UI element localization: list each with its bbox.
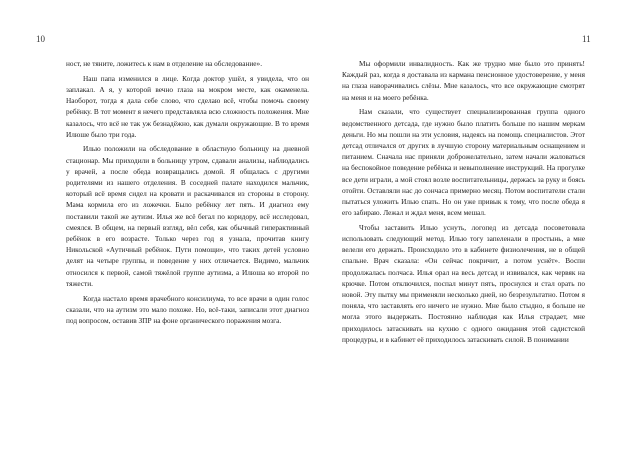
right-page-number: 11 (582, 34, 591, 44)
left-page-number: 10 (36, 34, 45, 44)
paragraph: ност, не тяните, ложитесь к нам в отделение на обследование». (66, 59, 263, 68)
paragraph: Нам сказали, что существует специализированная группа одного ведомственного детсада, где нужно было платить больше по нашим меркам деньги. Но мы пошли на эти условия, надеясь на помощь специалистов. Этот детсад отличался от других в лучшую сторону материальным оснащением и питанием. Сначала нас приняли доброжелательно, затем начали жаловаться на беспокойное поведение ребёнка и невыполнение инструкций. На прогулке все дети играли, а мой стоял возле воспитательницы, держась за руку и боясь отойти. Оставляли нас до сончаса примерно месяц. Потом воспитатели стали пытаться уложить Илью спать. Но он уже привык к тому, что после обеда я его забираю. Лежал и ждал меня, всем мешал. (342, 107, 585, 218)
paragraph: Наш папа изменился в лице. Когда доктор ушёл, я увидела, что он заплакал. А я, у которой вечно глаза на мокром месте, как окаменела. Наоборот, тогда я дала себе слово, что сделаю всё, чтобы помочь своему ребёнку. В тот момент я нечего представляла всю сложность положения. Мне казалось, что всё не так уж безнадёжно, как думали окружающие. В то время Илюше было три года. (66, 73, 309, 139)
paragraph: Когда настало время врачебного консилиума, то все врачи в один голос сказали, что на аутизм это мало похоже. Но, всё-таки, записали этот диагноз под вопросом, оставив ЗПР на фоне органического поражения мозга. (66, 293, 309, 325)
right-page-text (342, 58, 585, 349)
paragraph: Илью положили на обследование в областную больницу на дневной стационар. Мы приходили в больницу утром, сдавали анализы, наблюдались у врачей, а после обеда возвращались домой. Я общалась с другими родителями из нашего отделения. В соседней палате находился мальчик, который всё время сидел на кровати и раскачивался из стороны в сторону. Мама кормила его из ложечки. Было ребёнку лет пять. И диагноз ему поставили такой же аутизм. Илья же всё бегал по коридору, всё исследовал, смеялся. В общем, на первый взгляд, вёл себя, как обычный гиперактивный ребёнок в его возрасте. Только через год я узнала, прочитав книгу Никольской «Аутичный ребёнок. Пути помощи», что таких детей условно делят на четыре группы, и поведение у них отличается. Видимо, мальчик относился к первой, самой тяжёлой группе аутизма, а Илюша ко второй по тяжести. (66, 144, 309, 288)
left-page-text (66, 58, 309, 330)
paragraph: Мы оформили инвалидность. Как же трудно мне было это принять! Каждый раз, когда я доставала из кармана пенсионное удостоверение, у меня на глаза наворачивались слёзы. Мне казалось, что все окружающие смотрят на меня и на моего ребёнка. (342, 59, 585, 102)
paragraph: Чтобы заставить Илью уснуть, логопед из детсада посоветовала использовать следующий метод. Илью тогу запеленали в простынь, а мне велели его держать. Происходило это в кабинете физиолечения, не в общей спальне. Врач сказала: «Он сейчас покричит, а потом уснёт». Воспи продолжалась полчаса. Илья орал на весь детсад и извивался, как червяк на крючке. Потом отключился, поспал минут пять, проснулся и стал орать по новой. Эту пытку мы применяли несколько дней, но безрезультатно. Потом я поняла, что заставлять его ничего не нужно. Мне было стыдно, я больше не могла этого выдержать. Постоянно наблюдая как Илья страдает, мне приходилось затаскивать на кухню с одного ожидания этой садистской процедуры, и в кабинет её приходилось затаскивать силой. В понимании (342, 222, 585, 344)
